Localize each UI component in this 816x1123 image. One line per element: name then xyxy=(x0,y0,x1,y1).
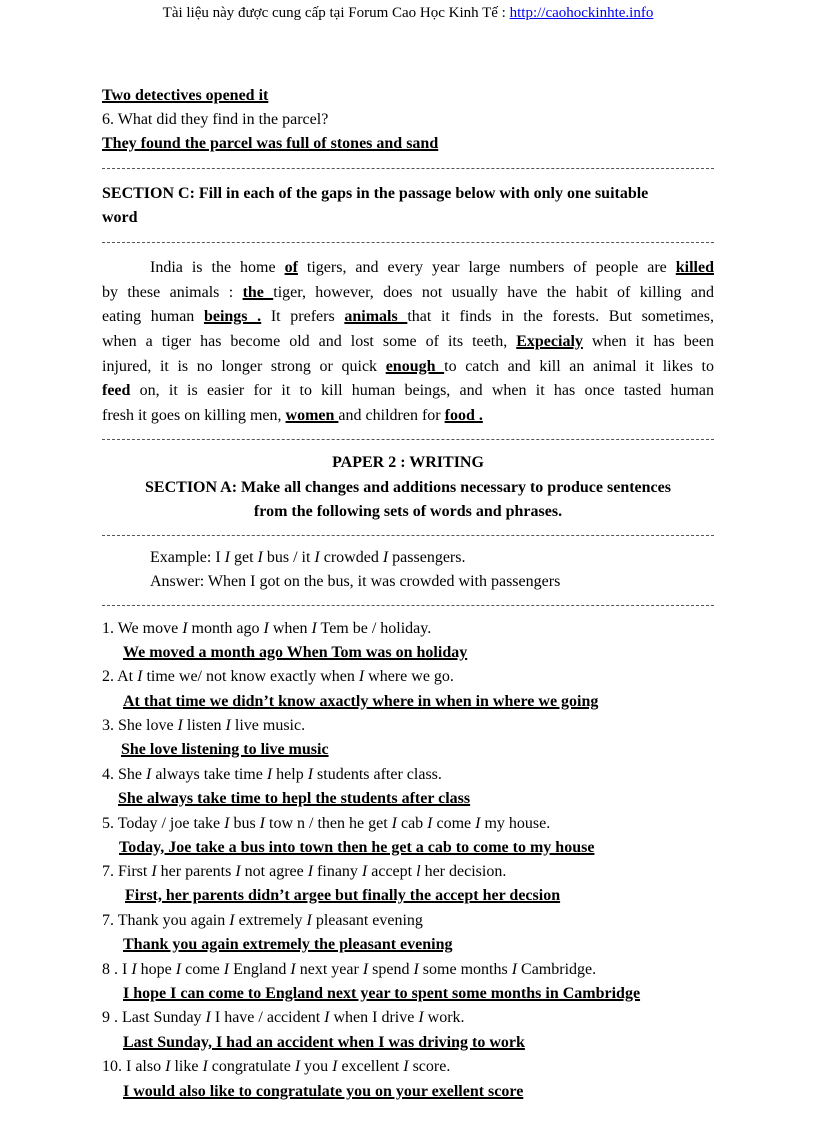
section-a-title: SECTION A: Make all changes and additions necessary to produce sentences xyxy=(145,479,671,496)
exercise-answer: Last Sunday, I had an accident when I was driving to work xyxy=(123,1034,525,1051)
exercise-answer: Thank you again extremely the pleasant evening xyxy=(123,936,453,953)
exercise-prompt: 2. At I time we/ not know exactly when I where we go. xyxy=(102,668,454,685)
answer-6: They found the parcel was full of stones and sand xyxy=(102,135,439,152)
passage-line-6: feed on, it is easier for it to kill human beings, and when it has once tasted human xyxy=(102,382,714,399)
gap-answer: enough xyxy=(385,358,445,375)
section-c-title: SECTION C: Fill in each of the gaps in the passage below with only one suitable xyxy=(102,185,649,202)
example-answer: Answer: When I got on the bus, it was crowded with passengers xyxy=(150,573,561,590)
exercise-prompt: 7. Thank you again I extremely I pleasant evening xyxy=(102,912,423,929)
exercise-prompt: 5. Today / joe take I bus I tow n / then he get I cab I come I my house. xyxy=(102,815,551,832)
gap-answer: killed xyxy=(675,259,714,276)
exercise-prompt: 1. We move I month ago I when I Tem be / holiday. xyxy=(102,620,432,637)
example-line: Example: I I get I bus / it I crowded I passengers. xyxy=(150,549,466,566)
gap-answer: Expecialy xyxy=(516,333,583,350)
exercise-prompt: 7. First I her parents I not agree I finany I accept l her decision. xyxy=(102,863,507,880)
exercise-answer: We moved a month ago When Tom was on holiday xyxy=(123,644,468,661)
gap-answer: beings . xyxy=(203,308,262,325)
passage-line-4: when a tiger has become old and lost some of its teeth, Expecialy when it has been xyxy=(102,333,714,350)
gap-answer: animals xyxy=(344,308,408,325)
passage-line-2: by these animals : the tiger, however, does not usually have the habit of killing and xyxy=(102,284,715,301)
exercise-prompt: 3. She love I listen I live music. xyxy=(102,717,306,734)
gap-answer: the xyxy=(242,284,274,301)
divider xyxy=(102,168,714,169)
page-header xyxy=(0,4,816,22)
passage-line-1: India is the home of tigers, and every year large numbers of people are killed xyxy=(150,259,714,276)
header-text: Tài liệu này được cung cấp tại Forum Cao Học Kinh Tế : xyxy=(162,5,510,21)
paper-2-title: PAPER 2 : WRITING xyxy=(332,454,484,471)
exercise-answer: First, her parents didn’t argee but finally the accept her decsion xyxy=(125,887,561,904)
divider xyxy=(102,535,714,536)
question-6: 6. What did they find in the parcel? xyxy=(102,111,329,128)
section-c-title-cont: word xyxy=(102,209,138,226)
exercise-answer: Today, Joe take a bus into town then he get a cab to come to my house xyxy=(119,839,595,856)
answer-5: Two detectives opened it xyxy=(102,87,269,104)
exercise-prompt: 10. I also I like I congratulate I you I excellent I score. xyxy=(102,1058,451,1075)
passage-line-5: injured, it is no longer strong or quick enough to catch and kill an animal it likes to xyxy=(102,358,715,375)
exercise-answer: She love listening to live music xyxy=(121,741,329,758)
exercise-prompt: 8 . I I hope I come I England I next year I spend I some months I Cambridge. xyxy=(102,961,597,978)
gap-answer: of xyxy=(284,259,298,276)
divider xyxy=(102,242,714,243)
exercise-prompt: 9 . Last Sunday I I have / accident I when I drive I work. xyxy=(102,1009,465,1026)
exercise-answer: She always take time to hepl the students after class xyxy=(118,790,471,807)
passage-line-3: eating human beings . It prefers animals that it finds in the forests. But sometimes, xyxy=(102,308,715,325)
passage-line-7: fresh it goes on killing men, women and children for food . xyxy=(102,407,483,424)
exercise-answer: At that time we didn’t know axactly where in when in where we going xyxy=(123,693,599,710)
gap-answer: feed xyxy=(102,382,131,399)
exercise-prompt: 4. She I always take time I help I students after class. xyxy=(102,766,442,783)
exercise-answer: I hope I can come to England next year to spent some months in Cambridge xyxy=(123,985,641,1002)
section-a-title-cont: from the following sets of words and phrases. xyxy=(253,503,563,520)
divider xyxy=(102,605,714,606)
gap-answer: women xyxy=(285,407,339,424)
exercise-answer: I would also like to congratulate you on your exellent score xyxy=(123,1083,524,1100)
divider xyxy=(102,439,714,440)
header-link[interactable]: http://caohockinhte.info xyxy=(509,5,654,21)
gap-answer: food . xyxy=(444,407,483,424)
